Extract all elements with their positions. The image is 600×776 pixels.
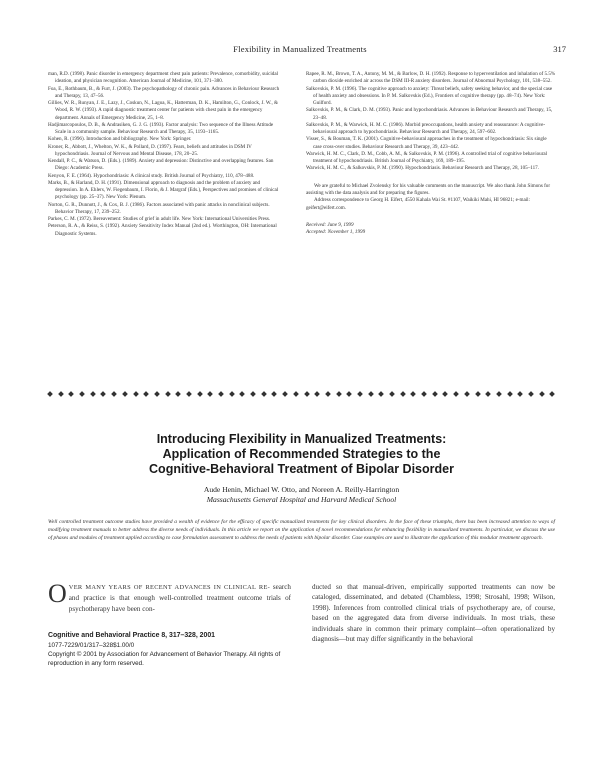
journal-copyright: Copyright © 2001 by Association for Advancement of Behavior Therapy. All rights of reproduction in any form reserved. xyxy=(48,651,281,667)
accepted-date: Accepted: November 1, 1999 xyxy=(306,229,366,236)
reference-item: Gillies, W. R., Runyan, J. E., Lazy, J., Coskun, N., Lagoa, K., Hatterman, D. K., Hamilton, G., Conlock, J. W., & Wood, R. W. (1993). A rapid diagnostic treatment center for patients with chest pain in the emergency department. Annals of Emergency Medicine, 25, 1–8. xyxy=(48,100,279,121)
article-title xyxy=(48,432,555,477)
diamond-ornament-icon xyxy=(218,391,224,397)
title-line: Application of Recommended Strategies to the xyxy=(162,447,441,461)
diamond-ornament-icon xyxy=(47,391,53,397)
drop-cap: O xyxy=(48,579,67,608)
diamond-ornament-icon xyxy=(101,391,107,397)
author-block xyxy=(48,485,555,505)
diamond-ornament-icon xyxy=(229,391,235,397)
reference-item: Warwick, H. M. C., & Salkovskis, P. M. (1990). Hypochondriasis. Behaviour Research and Therapy, 28, 105–117. xyxy=(306,165,539,172)
diamond-ornament-icon xyxy=(389,391,395,397)
diamond-ornament-icon xyxy=(133,391,139,397)
diamond-ornament-icon xyxy=(475,391,481,397)
reference-item: man, R.D. (1998). Panic disorder in emergency department chest pain patients: Prevalence, comorbidity, suicidal ideation, and physician recognition. American Journal of Medicine, 101, 371–380. xyxy=(48,71,279,85)
reference-item: Visser, S., & Bouman, T. K. (2001). Cognitive-behavioural approaches in the treatment of hypochondriasis: Six single case cross-over studies. Behaviour Research and Therapy, 39, 423–442. xyxy=(306,136,547,150)
page-header xyxy=(0,44,600,58)
diamond-ornament-icon xyxy=(207,391,213,397)
title-line: Cognitive-Behavioral Treatment of Bipolar Disorder xyxy=(149,462,454,476)
diamond-ornament-icon xyxy=(346,391,352,397)
acknowledgement-text: We are grateful to Michael Zvolensky for his valuable comments on the manuscript. We also thank John Simons for assisting with the data analysis and for preparing the figures. xyxy=(306,182,551,196)
page-number: 317 xyxy=(553,44,566,54)
body-text: ducted so that manual-driven, empirically supported treatments can now be cataloged, disseminated, and debated (Chambless, 1998; Strosahl, 1998; Wilson, 1998). Inferences from controlled clinical trials of psychotherapy are, of course, based on the aggregated data from diverse individuals. In most trials, these individuals share in common their primary complaint—often operationalized by diagnosis—but may differ significantly in the behavioral xyxy=(312,583,555,644)
reference-item: Peterson, R. A., & Reiss, S. (1992). Anxiety Sensitivity Index Manual (2nd ed.). Worthington, OH: International Diagnostic Systems. xyxy=(48,223,277,237)
diamond-ornament-icon xyxy=(293,391,299,397)
diamond-ornament-icon xyxy=(143,391,149,397)
diamond-ornament-icon xyxy=(186,391,192,397)
opening-paragraph xyxy=(48,579,291,614)
diamond-ornament-icon xyxy=(539,391,545,397)
reference-item: Marks, B., & Harland, D. H. (1991). Dimensional approach to diagnosis and the problem of anxiety and depression. In A. Ehlers, W. Fiegenbaum, I. Florin, & J. Margraf (Eds.), Perspectives and promises of clinical psychology (pp. 25–37). New York: Plenum. xyxy=(48,179,279,201)
article-dates xyxy=(306,222,556,237)
diamond-ornament-icon xyxy=(517,391,523,397)
diamond-ornament-icon xyxy=(357,391,363,397)
diamond-ornament-icon xyxy=(154,391,160,397)
diamond-ornament-icon xyxy=(421,391,427,397)
diamond-ornament-icon xyxy=(250,391,256,397)
acknowledgement-block xyxy=(306,183,556,213)
diamond-ornament-icon xyxy=(272,391,278,397)
diamond-ornament-icon xyxy=(261,391,267,397)
abstract: Well controlled treatment outcome studies have provided a wealth of evidence for the efficacy of specific manualized treatments for key clinical disorders. In the face of these triumphs, there has been increased attention to ways of modifying treatment manuals to better address the diverse needs of individuals. In this article we report on the application of novel recommendations for enhancing flexibility in manualized treatments. In particular, we discuss the use of phases and modules of treatment applied according to case formulation assessment to address the needs of patients with bipolar disorder. Case examples are used to illustrate the application of this modular treatment approach. xyxy=(48,519,555,542)
diamond-ornament-icon xyxy=(432,391,438,397)
reference-item: Kroner, R., Abbott, J., Whelton, W. K., & Pollard, D. (1997). Fears, beliefs and attitudes in DSM IV hypochondriasis. Journal of Nervous and Mental Disease, 178, 20–25. xyxy=(48,143,252,157)
journal-citation: Cognitive and Behavioral Practice 8, 317–328, 2001 xyxy=(48,632,215,639)
diamond-ornament-icon xyxy=(58,391,64,397)
reference-item: Salkovskis, P. M., & Clark, D. M. (1993). Panic and hypochondriasis. Advances in Behaviour Research and Therapy, 15, 23–48. xyxy=(306,107,553,121)
received-date: Received: June 9, 1999 xyxy=(306,222,354,229)
diamond-ornament-icon xyxy=(528,391,534,397)
reference-item: Salkovskis, P. M., & Warwick, H. M. C. (1986). Morbid preoccupations, health anxiety and reassurance: A cognitive-behavioural approach to hypochondriasis. Behaviour Research and Therapy, 24, 597–602. xyxy=(306,121,546,135)
reference-item: Rapee, R. M., Brown, T. A., Antony, M. M., & Barlow, D. H. (1992). Response to hyperventilation and inhalation of 5.5% carbon dioxide enriched air across the DSM III-R anxiety disorders. Journal of Abnormal Psychology, 101, 538–552. xyxy=(306,71,556,85)
references-right-column xyxy=(306,71,556,237)
diamond-ornament-icon xyxy=(111,391,117,397)
diamond-ornament-icon xyxy=(378,391,384,397)
diamond-ornament-icon xyxy=(411,391,417,397)
diamond-ornament-icon xyxy=(175,391,181,397)
diamond-ornament-icon xyxy=(325,391,331,397)
reference-item: Warwick, H. M. C., Clark, D. M., Cobb, A. M., & Salkovskis, P. M. (1996). A controlled trial of cognitive behavioural treatment of hypochondriasis. British Journal of Psychiatry, 169, 189–195. xyxy=(306,150,548,164)
diamond-ornament-icon xyxy=(304,391,310,397)
diamond-ornament-icon xyxy=(240,391,246,397)
lead-in: VER MANY YEARS OF RECENT ADVANCES IN CLINICAL RE- xyxy=(68,584,271,591)
diamond-ornament-icon xyxy=(314,391,320,397)
diamond-ornament-icon xyxy=(197,391,203,397)
diamond-ornament-icon xyxy=(485,391,491,397)
diamond-ornament-icon xyxy=(507,391,513,397)
reference-item: Salkovskis, P. M. (1996). The cognitive approach to anxiety: Threat beliefs, safety seeking behavior, and the special case of health anxiety and obsessions. In P. M. Salkovskis (Ed.), Frontiers of cognitive therapy (pp. 48–74). New York: Guilford. xyxy=(306,85,553,106)
diamond-ornament-icon xyxy=(400,391,406,397)
affiliation: Massachusetts General Hospital and Harvard Medical School xyxy=(206,495,397,504)
diamond-ornament-icon xyxy=(549,391,555,397)
body-text: search and practice is that enough well-controlled treatment outcome trials of psychotherapy have been con- xyxy=(68,583,291,613)
diamond-ornament-icon xyxy=(453,391,459,397)
references-left-column xyxy=(48,71,284,238)
body-left-column xyxy=(48,579,291,614)
diamond-ornament-icon xyxy=(336,391,342,397)
diamond-ornament-icon xyxy=(464,391,470,397)
journal-info xyxy=(48,631,291,668)
diamond-ornament-icon xyxy=(69,391,75,397)
diamond-ornament-icon xyxy=(368,391,374,397)
diamond-ornament-icon xyxy=(165,391,171,397)
diamond-ornament-icon xyxy=(79,391,85,397)
title-line: Introducing Flexibility in Manualized Treatments: xyxy=(156,432,447,446)
reference-item: Hadjimarcopoulos, D. B., & Andrasiken, G. J. G. (1993). Factor analysis: Two sequence of the Illness Attitude Scale in a community sample. Behaviour Research and Therapy, 35, 1193–1165. xyxy=(48,121,274,135)
journal-issn: 1077-7229/01/317–328$1.00/0 xyxy=(48,642,135,649)
diamond-ornament-icon xyxy=(496,391,502,397)
correspondence-text: Address correspondence to Georg H. Eifert, 4550 Kahala Wai St. #1107, Waikiki Mahi, HI 96821; e-mail: geifert@eifert.com. xyxy=(306,197,530,211)
body-right-column xyxy=(312,582,555,644)
diamond-ornament-icon xyxy=(90,391,96,397)
reference-item: Kenyon, F. E. (1964). Hypochondriasis: A clinical study. British Journal of Psychiatry, 110, 478–488. xyxy=(48,172,255,179)
reference-item: Parkes, C. M. (1972). Bereavement: Studies of grief in adult life. New York: International Universities Press. xyxy=(48,216,271,222)
authors: Aude Henin, Michael W. Otto, and Noreen A. Reilly-Harrington xyxy=(203,485,400,494)
reference-item: Kohen, R. (1996). Introduction and bibliography. New York: Springer. xyxy=(48,136,192,143)
diamond-ornament-icon xyxy=(443,391,449,397)
reference-item: Kendall, P. C., & Watson, D. (Eds.). (1989). Anxiety and depression: Distinctive and overlapping features. San Diego: Academic Press. xyxy=(48,158,274,172)
reference-item: Foa, E., Rothbaum, B., & Furr, J. (2003). The psychopathology of chronic pain. Advances in Behaviour Research and Therapy, 13, 47–56. xyxy=(48,85,280,99)
section-divider xyxy=(48,392,555,396)
diamond-ornament-icon xyxy=(282,391,288,397)
reference-item: Norton, G. R., Dunnott, J., & Cox, B. J. (1986). Factors associated with panic attacks in nonclinical subjects. Behavior Therapy, 17, 239–252. xyxy=(48,201,270,215)
running-title: Flexibility in Manualized Treatments xyxy=(233,44,367,54)
diamond-ornament-icon xyxy=(122,391,128,397)
